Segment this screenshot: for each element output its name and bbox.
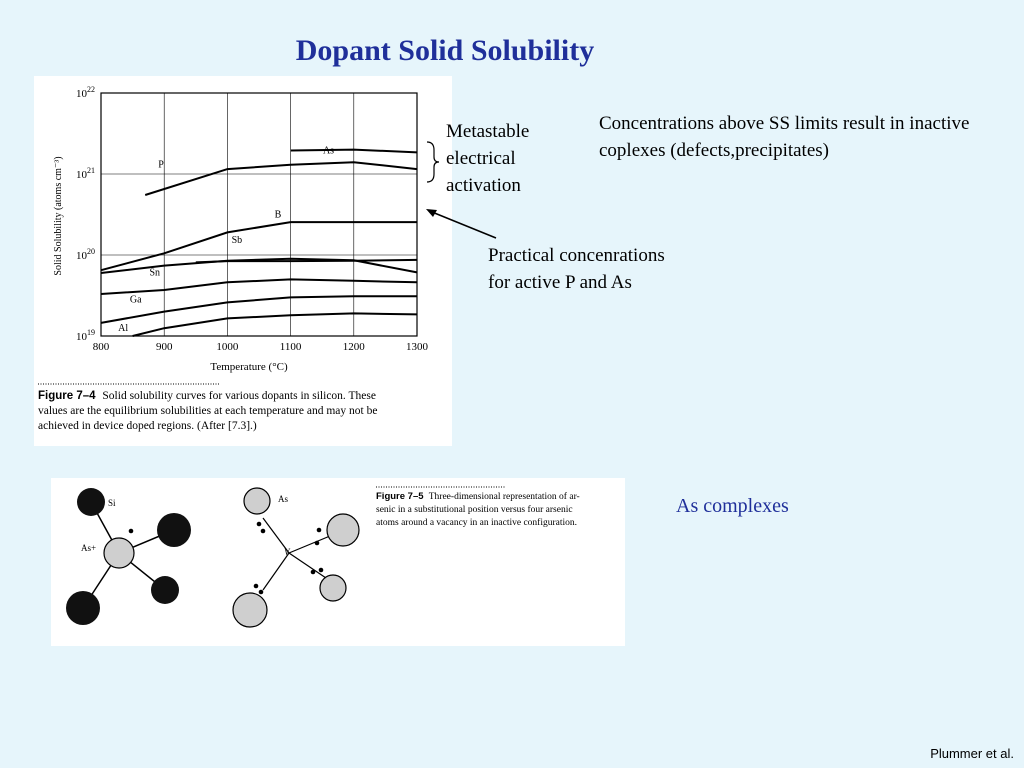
- series-label-p: P: [158, 159, 164, 171]
- figure-7-4-caption-line2: values are the equilibrium solubilities at each temperature and may not be: [38, 405, 378, 417]
- electron-dot: [129, 529, 134, 534]
- figure-7-4-caption-label: Figure 7–4: [38, 390, 96, 402]
- substitutional-arsenic: [66, 488, 191, 625]
- curve-ga: [101, 279, 417, 294]
- series-label-b: B: [274, 209, 282, 221]
- silicon-atom: [157, 513, 191, 547]
- x-tick-label: 1100: [279, 341, 302, 353]
- series-label-sb: Sb: [231, 235, 243, 247]
- y-tick-label: $10^{22}$: [76, 85, 95, 100]
- silicon-atom: [77, 488, 105, 516]
- label-as: As: [278, 494, 289, 504]
- x-tick-label: 1000: [216, 341, 239, 353]
- as-complexes-label: As complexes: [676, 495, 789, 517]
- concentration-note: Concentrations above SS limits result in inactive coplexes (defects,precipitates): [599, 113, 970, 161]
- figure-7-5-caption-text1: Three-dimensional representation of ar-: [428, 492, 580, 502]
- figure-7-5-caption-label: Figure 7–5: [376, 491, 424, 502]
- series-label-al: Al: [118, 323, 129, 335]
- metastable-brace: [424, 140, 444, 184]
- chart-curves: [101, 150, 417, 336]
- label-vacancy: V: [284, 547, 290, 557]
- series-label-ga: Ga: [129, 294, 142, 306]
- y-tick-label: $10^{19}$: [76, 328, 95, 343]
- arsenic-atom: [327, 514, 359, 546]
- y-tick-label: $10^{20}$: [76, 247, 95, 262]
- figure-7-4-caption-text1: Solid solubility curves for various dopants in silicon. These: [102, 390, 376, 402]
- curve-sn: [196, 260, 417, 263]
- x-tick-label: 900: [155, 341, 173, 353]
- figure-7-4-caption-line3: achieved in device doped regions. (After [7.3].): [38, 420, 257, 432]
- page-title: Dopant Solid Solubility: [295, 34, 595, 67]
- x-tick-label: 800: [92, 341, 110, 353]
- silicon-atom: [151, 576, 179, 604]
- practical-note: Practical concenrations for active P and As: [488, 245, 665, 293]
- x-tick-label: 1200: [342, 341, 365, 353]
- figure-7-5-caption-line2: senic in a substitutional position versus four arsenic: [376, 505, 573, 515]
- curve-p: [145, 159, 417, 195]
- arsenic-atom: [233, 593, 267, 627]
- arsenic-atom: [244, 488, 270, 514]
- silicon-atom: [66, 591, 100, 625]
- figure-7-4-caption-line1: [38, 390, 376, 402]
- label-as-plus: As+: [81, 543, 97, 553]
- vacancy-complex: [233, 488, 359, 627]
- curve-al: [101, 296, 417, 323]
- credit: Plummer et al.: [930, 746, 1014, 761]
- y-axis-label: Solid Solubility (atoms cm⁻³): [53, 156, 64, 276]
- label-si: Si: [108, 498, 116, 508]
- x-axis-label: Temperature (°C): [210, 361, 288, 373]
- solubility-chart: [34, 76, 452, 446]
- series-label-as: As: [322, 145, 335, 157]
- arsenic-ion: [104, 538, 134, 568]
- series-label-sn: Sn: [149, 267, 161, 279]
- x-tick-label: 1300: [406, 341, 428, 353]
- y-tick-label: $10^{21}$: [76, 166, 95, 181]
- pointer-arrow: [420, 204, 500, 244]
- arsenic-atom: [320, 575, 346, 601]
- curve-unlabeled: [133, 313, 417, 336]
- figure-7-5-panel: [51, 478, 625, 646]
- figure-7-5-caption-line1: [376, 491, 580, 502]
- metastable-note: Metastable electrical activation: [446, 121, 530, 196]
- figure-7-4-panel: [34, 76, 452, 446]
- arsenic-complex-diagram: [51, 478, 625, 646]
- figure-7-5-caption-line3: atoms around a vacancy in an inactive configuration.: [376, 518, 578, 528]
